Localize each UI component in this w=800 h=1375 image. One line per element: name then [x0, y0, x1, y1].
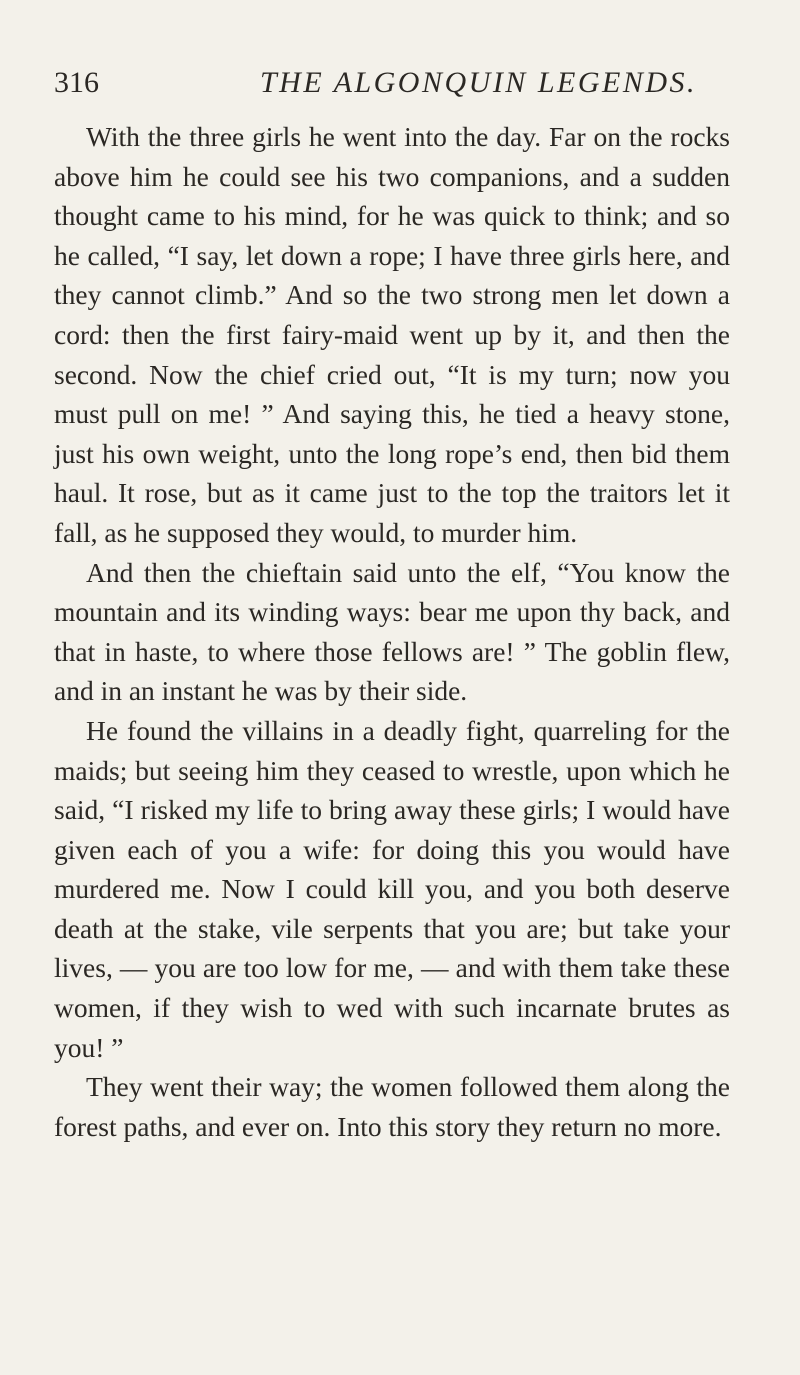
- paragraph: With the three girls he went into the day. Far on the rocks above him he could see his two companions, and a sudden thought came to his mind, for he was quick to think; and so he called, “I say, let down a rope; I have three girls here, and they cannot climb.” And so the two strong men let down a cord: then the first fairy-maid went up by it, and then the second. Now the chief cried out, “It is my turn; now you must pull on me! ” And saying this, he tied a heavy stone, just his own weight, unto the long rope’s end, then bid them haul. It rose, but as it came just to the top the traitors let it fall, as he supposed they would, to murder him.: [54, 121, 730, 548]
- paragraph: He found the villains in a deadly fight, quarreling for the maids; but seeing him they ceased to wrestle, upon which he said, “I risked my life to bring away these girls; I would have given each of you a wife: for doing this you would have murdered me. Now I could kill you, and you both deserve death at the stake, vile serpents that you are; but take your lives, — you are too low for me, — and with them take these women, if they wish to wed with such incarnate brutes as you! ”: [54, 714, 730, 1063]
- paragraph: They went their way; the women followed them along the forest paths, and ever on. Into this story they return no more.: [54, 1071, 730, 1142]
- running-title: THE ALGONQUIN LEGENDS.: [260, 66, 697, 99]
- text-body: [54, 117, 730, 1146]
- page-number: 316: [54, 66, 99, 99]
- paragraph: And then the chieftain said unto the elf, “You know the mountain and its winding ways: bear me upon thy back, and that in haste, to where those fellows are! ” The goblin flew, and in an instant he was by their side.: [54, 556, 730, 707]
- running-head: [54, 66, 734, 106]
